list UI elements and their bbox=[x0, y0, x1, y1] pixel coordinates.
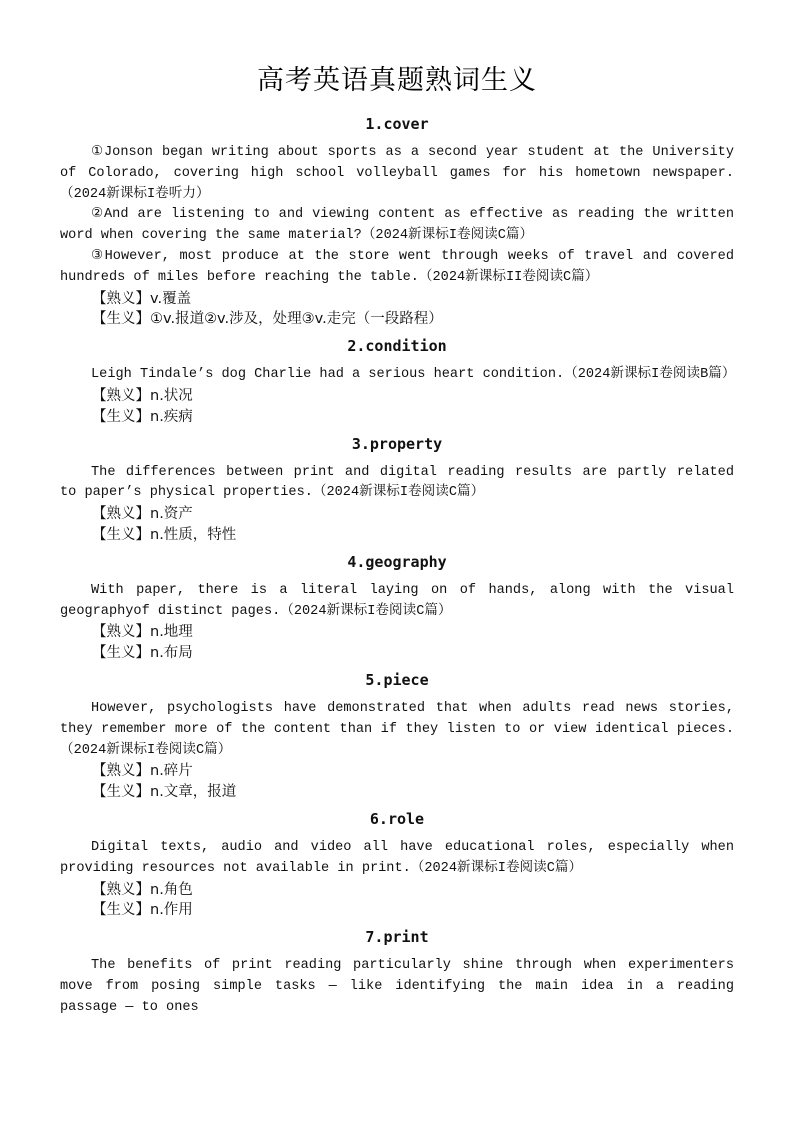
page-title: 高考英语真题熟词生义 bbox=[257, 65, 537, 96]
familiar-meaning: 【熟义】n.碎片 bbox=[92, 763, 193, 780]
new-meaning: 【生义】n.性质，特性 bbox=[92, 526, 237, 543]
entry-geography bbox=[60, 552, 734, 664]
example-sentence: ②And are listening to and viewing content as effective as reading the written word when covering the same material?（2024新课标I卷阅读C篇） bbox=[60, 207, 734, 244]
example-sentence: However, psychologists have demonstrated that when adults read news stories, they remember more of the content than if they listen to or view identical pieces.（2024新课标I卷阅读C篇） bbox=[60, 700, 734, 758]
entry-heading: 7.print bbox=[365, 928, 429, 947]
example-sentence: ①Jonson began writing about sports as a second year student at the University of Colorado, covering high school volleyball games for his hometown newspaper.（2024新课标I卷听力） bbox=[60, 145, 734, 202]
entry-piece bbox=[60, 670, 734, 803]
example-sentence: The differences between print and digital reading results are partly related to paper’s physical properties.（2024新课标I卷阅读C篇） bbox=[60, 464, 734, 501]
entry-heading: 6.role bbox=[369, 809, 425, 828]
entry-heading: 2.condition bbox=[347, 337, 447, 356]
example-sentence: ③However, most produce at the store went through weeks of travel and covered hundreds of miles before reaching the table.（2024新课标II卷阅读C篇） bbox=[60, 248, 734, 285]
familiar-meaning: 【熟义】n.角色 bbox=[92, 881, 193, 898]
entries-container bbox=[60, 108, 734, 1019]
familiar-meaning: 【熟义】n.地理 bbox=[92, 624, 193, 641]
familiar-meaning: 【熟义】n.资产 bbox=[92, 506, 193, 523]
entry-heading: 1.cover bbox=[365, 115, 429, 133]
familiar-meaning: 【熟义】v.覆盖 bbox=[92, 290, 192, 307]
example-sentence: Leigh Tindale’s dog Charlie had a serious heart condition.（2024新课标I卷阅读B篇） bbox=[91, 367, 736, 383]
entry-heading: 3.property bbox=[351, 434, 443, 453]
entry-heading: 5.piece bbox=[365, 670, 429, 689]
example-sentence: Digital texts, audio and video all have educational roles, especially when providing resources not available in print.（2024新课标I卷阅读C篇） bbox=[60, 839, 734, 876]
entry-role bbox=[60, 809, 734, 921]
new-meaning: 【生义】n.疾病 bbox=[92, 408, 193, 425]
new-meaning: 【生义】n.作用 bbox=[92, 902, 193, 919]
new-meaning: 【生义】①v.报道②v.涉及，处理③v.走完（一段路程） bbox=[92, 311, 443, 328]
entry-property bbox=[60, 434, 734, 546]
new-meaning: 【生义】n.布局 bbox=[92, 645, 193, 662]
entry-condition bbox=[60, 336, 734, 427]
familiar-meaning: 【熟义】n.状况 bbox=[92, 387, 193, 404]
example-sentence: The benefits of print reading particularly shine through when experimenters move from posing simple tasks — like identifying the main idea in a reading passage — to ones bbox=[60, 958, 734, 1015]
entry-cover bbox=[60, 114, 734, 330]
entry-heading: 4.geography bbox=[347, 552, 447, 571]
entry-print bbox=[60, 927, 734, 1018]
new-meaning: 【生义】n.文章，报道 bbox=[92, 784, 237, 801]
example-sentence: With paper, there is a literal laying on of hands, along with the visual geographyof distinct pages.（2024新课标I卷阅读C篇） bbox=[60, 582, 734, 619]
